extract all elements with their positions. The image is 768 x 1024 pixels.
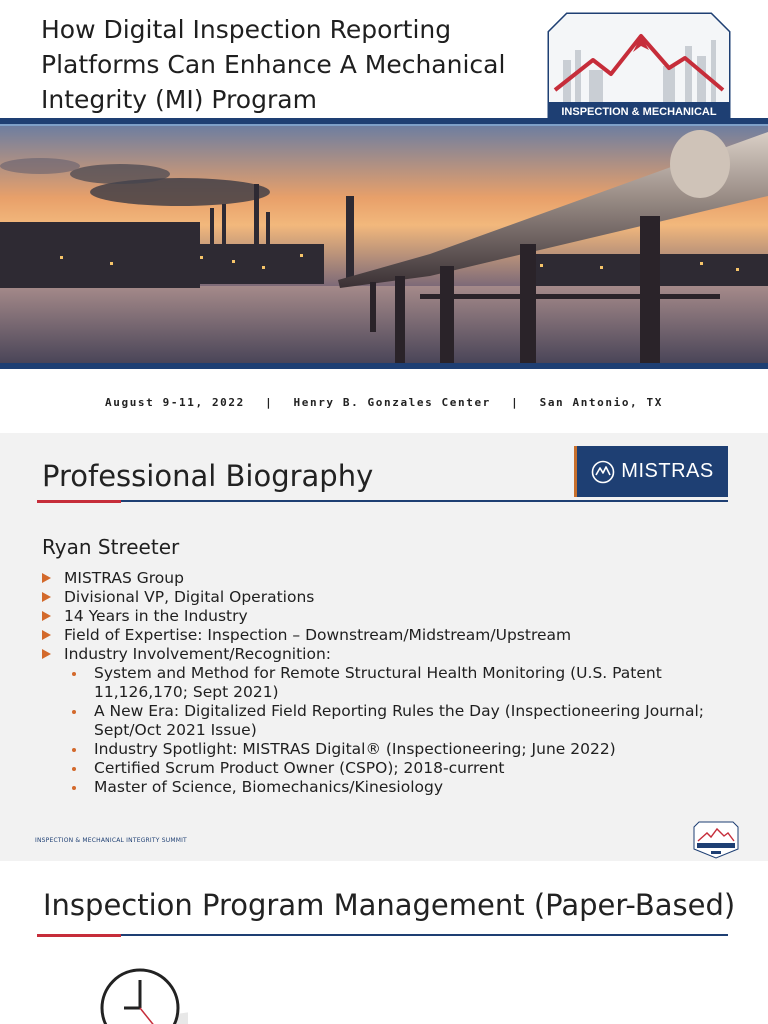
slide-title: Inspection Program Management (Paper-Based) [43,888,736,922]
bio-item: Divisional VP, Digital Operations [42,588,722,607]
title-underline-accent [37,500,121,503]
mistras-logo-text: MISTRAS [621,460,714,482]
recognition-item: Master of Science, Biomechanics/Kinesiology [72,778,722,797]
bio-item: Industry Involvement/Recognition: System and Method for Remote Structural Health Monitoring (U.S. Patent 11,126,170; Sept 2021) A New Era: Digitalized Field Reporting Rules the Day (Inspectioneering Journal; Sept/Oct 2021 Issue) Industry Spotlight: MISTRAS Digital® (Inspectioneering; June 2022) Certified Scrum Product Owner (CSPO); 2018-current Master of Science, Biomechanics/Kinesiology [42,645,722,797]
dot-bullet-icon [72,672,76,676]
slide-title: Professional Biography [42,459,374,493]
bio-item: 14 Years in the Industry [42,607,722,626]
presentation-title: How Digital Inspection Reporting Platforms Can Enhance A Mechanical Integrity (MI) Program [41,15,506,114]
event-date: August 9-11, 2022 [105,396,245,409]
title-underline [37,934,728,936]
speaker-name: Ryan Streeter [42,535,180,559]
badge-line1: INSPECTION & MECHANICAL [561,106,717,118]
program-management-slide [0,866,768,1024]
recognition-item: A New Era: Digitalized Field Reporting Rules the Day (Inspectioneering Journal; Sept/Oct 2021 Issue) [72,702,722,740]
arrow-bullet-icon [42,611,51,621]
recognition-sub-list [72,664,722,797]
biography-slide [0,433,768,861]
recognition-item: Certified Scrum Product Owner (CSPO); 2018-current [72,759,722,778]
title-slide [0,0,768,433]
event-venue: Henry B. Gonzales Center [293,396,491,409]
dot-bullet-icon [72,710,76,714]
mistras-globe-icon [591,460,615,484]
separator: | [265,396,274,409]
bio-item: MISTRAS Group [42,569,722,588]
clock-icon [98,966,188,1024]
summit-mini-badge-logo [693,821,739,859]
title-underline-accent [37,934,121,937]
dot-bullet-icon [72,786,76,790]
pipeline-sunset-photo [0,126,768,363]
mistras-logo [574,446,728,497]
recognition-item: System and Method for Remote Structural Health Monitoring (U.S. Patent 11,126,170; Sept 2021) [72,664,722,702]
separator: | [511,396,520,409]
arrow-bullet-icon [42,592,51,602]
arrow-bullet-icon [42,630,51,640]
dot-bullet-icon [72,767,76,771]
arrow-bullet-icon [42,649,51,659]
slide-footer: INSPECTION & MECHANICAL INTEGRITY SUMMIT [35,837,187,844]
dot-bullet-icon [72,748,76,752]
bio-bullet-list [42,569,722,797]
recognition-item: Industry Spotlight: MISTRAS Digital® (Inspectioneering; June 2022) [72,740,722,759]
bio-item: Field of Expertise: Inspection – Downstream/Midstream/Upstream [42,626,722,645]
event-location: San Antonio, TX [539,396,663,409]
event-info-line [0,396,768,409]
title-underline [37,500,728,502]
photo-bottom-rule [0,363,768,369]
arrow-bullet-icon [42,573,51,583]
